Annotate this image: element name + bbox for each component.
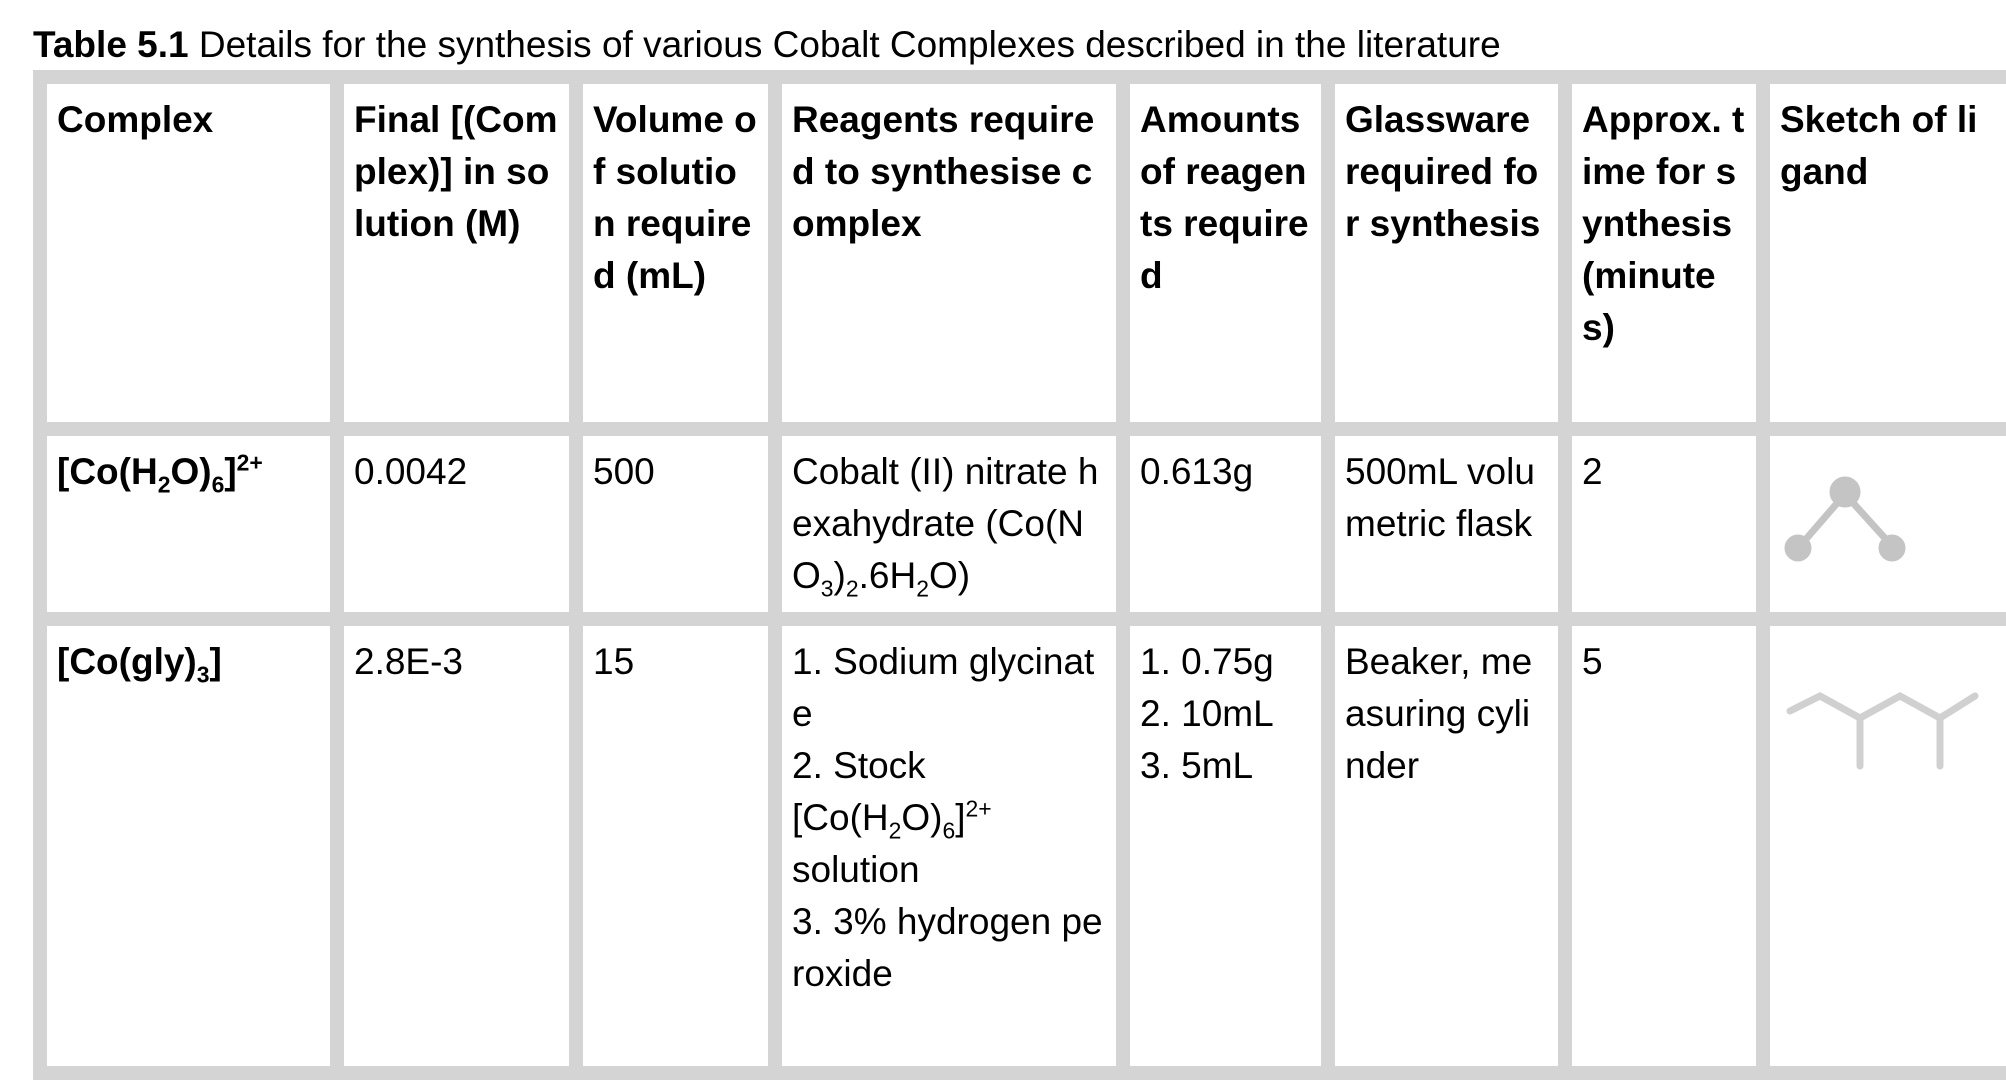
header-time: Approx. time for synthesis (minutes) (1565, 77, 1763, 429)
cell-volume: 500 (576, 429, 775, 619)
header-amounts: Amounts of reagents required (1123, 77, 1328, 429)
header-glassware: Glassware required for synthesis (1328, 77, 1565, 429)
water-ligand-sketch (1780, 466, 1910, 566)
cell-concentration: 2.8E-3 (337, 619, 576, 1073)
cell-complex: $[Co(gly)_3]$ (40, 619, 337, 1073)
cell-complex: $[Co(H_2O)_6]^{2+}$ (40, 429, 337, 619)
cell-time: 5 (1565, 619, 1763, 1073)
caption-label: Table 5.1 (33, 24, 189, 65)
cell-time: 2 (1565, 429, 1763, 619)
cell-glassware: Beaker, measuring cylinder (1328, 619, 1565, 1073)
table-header-row (40, 77, 2006, 429)
cell-reagents: Cobalt (II) nitrate hexahydrate $(Co(NO_3)_2.6H_2O)$ (775, 429, 1123, 619)
cell-reagents: 1. Sodium glycinate 2. Stock $[Co(H_2O)_6]^{2+}$ solution 3. 3% hydrogen peroxide (775, 619, 1123, 1073)
header-complex: Complex (40, 77, 337, 429)
cell-sketch (1763, 619, 2006, 1073)
caption-text: Details for the synthesis of various Cobalt Complexes described in the literature (188, 24, 1501, 65)
glycinate-ligand-sketch (1780, 656, 1980, 776)
header-volume: Volume of solution required (mL) (576, 77, 775, 429)
table-caption (33, 22, 1501, 68)
synthesis-table (33, 70, 2006, 1030)
header-reagents: Reagents required to synthesise complex (775, 77, 1123, 429)
cell-amounts: 0.613g (1123, 429, 1328, 619)
cell-sketch (1763, 429, 2006, 619)
header-concentration: Final [(Complex)] in solution (M) (337, 77, 576, 429)
cell-amounts: 1. 0.75g 2. 10mL 3. 5mL (1123, 619, 1328, 1073)
cell-concentration: 0.0042 (337, 429, 576, 619)
cell-glassware: 500mL volumetric flask (1328, 429, 1565, 619)
cell-volume: 15 (576, 619, 775, 1073)
table-row (40, 429, 2006, 619)
header-sketch: Sketch of ligand (1763, 77, 2006, 429)
table-row (40, 619, 2006, 1073)
